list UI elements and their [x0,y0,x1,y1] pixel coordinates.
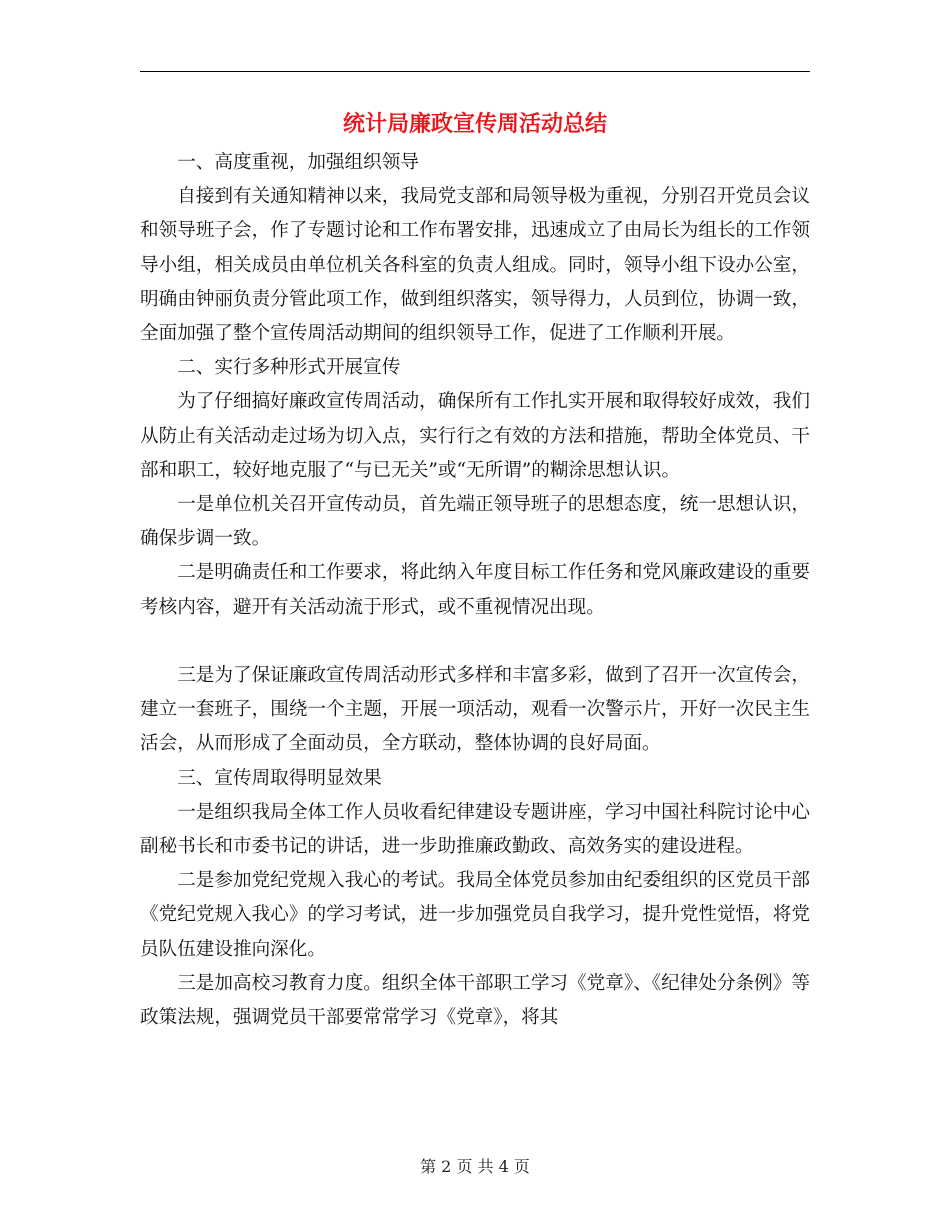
paragraph: 一是组织我局全体工作人员收看纪律建设专题讲座，学习中国社科院讨论中心副秘书长和市委书记的讲话，进一步助推廉政勤政、高效务实的建设进程。 [140,801,810,858]
blank-line [140,625,810,659]
paragraph: 三是加高校习教育力度。组织全体干部职工学习《党章》、《纪律处分条例》等政策法规，强调党员干部要常常学习《党章》，将其 [140,972,810,1029]
section-heading-2: 二、实行多种形式开展宣传 [177,357,401,379]
paragraph: 为了仔细搞好廉政宣传周活动，确保所有工作扎实开展和取得较好成效，我们从防止有关活动走过场为切入点，实行行之有效的方法和措施，帮助全体党员、干部和职工，较好地克服了“与已无关”或“无所谓”的糊涂思想认识。 [140,391,810,481]
paragraph: 二是明确责任和工作要求，将此纳入年度目标工作任务和党风廉政建设的重要考核内容，避开有关活动流于形式，或不重视情况出现。 [140,562,810,618]
section-heading-3: 三、宣传周取得明显效果 [177,767,382,789]
document-body [140,146,810,1035]
paragraph: 自接到有关通知精神以来，我局党支部和局领导极为重视，分别召开党员会议和领导班子会，作了专题讨论和工作布署安排，迅速成立了由局长为组长的工作领导小组，相关成员由单位机关各科室的负责人组成。同时，领导小组下设办公室，明确由钟丽负责分管此项工作，做到组织落实，领导得力，人员到位，协调一致，全面加强了整个宣传周活动期间的组织领导工作，促进了工作顺利开展。 [140,186,810,345]
paragraph: 二是参加党纪党规入我心的考试。我局全体党员参加由纪委组织的区党员干部《党纪党规入我心》的学习考试，进一步加强党员自我学习，提升党性觉悟，将党员队伍建设推向深化。 [140,870,810,960]
section-heading-1: 一、高度重视，加强组织领导 [177,152,419,173]
document-title: 统计局廉政宣传周活动总结 [342,112,607,137]
paragraph: 一是单位机关召开宣传动员，首先端正领导班子的思想态度，统一思想认识，确保步调一致。 [140,494,810,550]
header-rule [140,71,810,72]
paragraph: 三是为了保证廉政宣传周活动形式多样和丰富多彩，做到了召开一次宣传会，建立一套班子，围绕一个主题，开展一项活动，观看一次警示片，开好一次民主生活会，从而形成了全面动员，全方联动，整体协调的良好局面。 [140,665,810,755]
page-number: 第 2 页 共 4 页 [420,1157,530,1176]
